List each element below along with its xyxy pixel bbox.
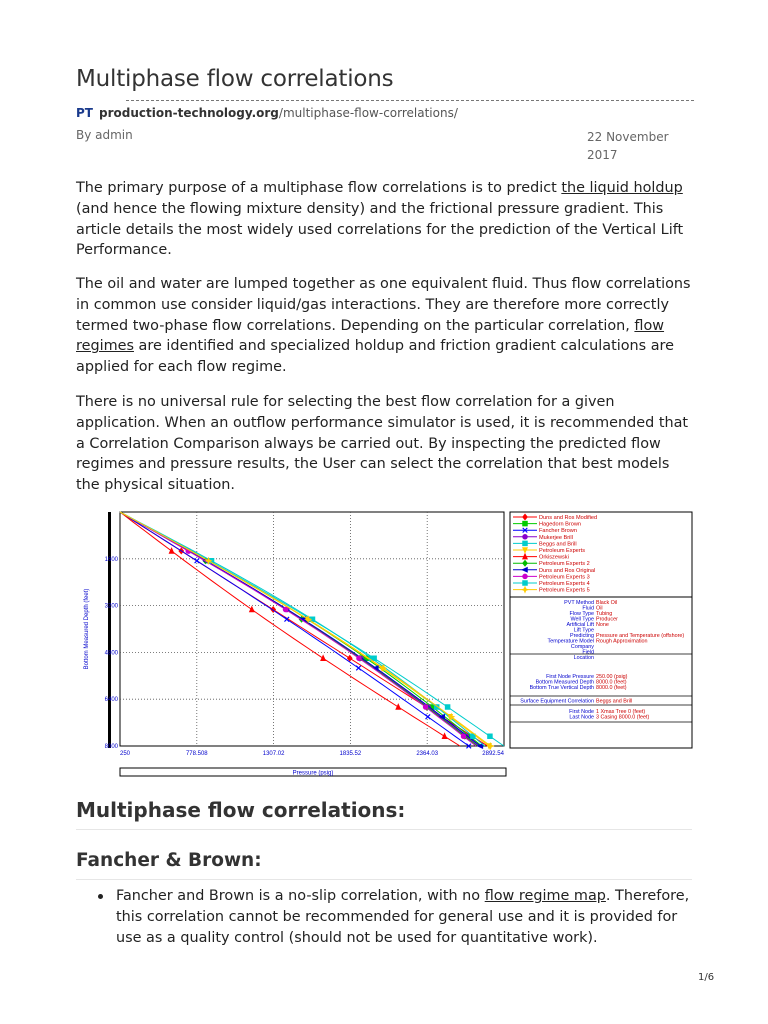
section-divider (76, 829, 692, 830)
axis-bar (108, 512, 111, 748)
info-row-label: Lift Type (573, 627, 594, 634)
author-byline: By admin (76, 128, 133, 142)
y-tick-label: 4800 (104, 650, 118, 657)
correlation-comparison-chart (84, 510, 692, 778)
page-number: 1/6 (698, 972, 715, 983)
flow-regime-map-link[interactable]: flow regime map (484, 888, 606, 904)
node-row-value: 250.00 (psig) (596, 674, 628, 680)
subsection-divider (76, 879, 692, 880)
info-row-value: Tubing (596, 611, 613, 617)
node-range-label: First Node (569, 709, 594, 715)
flow-regimes-link[interactable]: flow regimes (76, 317, 665, 355)
p2-text-a: The oil and water are lumped together as one equivalent fluid. Thus flow correlations in common use consider liquid/gas interactions. They are therefore more correctly termed two-phase flow correlations. Depending on the particular correlation, (76, 276, 691, 334)
date-line-1: 22 November (587, 130, 669, 144)
legend-entry: Beggs and Brill (539, 541, 577, 548)
legend-entry: Hagedorn Brown (539, 521, 581, 528)
surface-equipment-label: Surface Equipment Correlation (520, 698, 594, 705)
point-marker (523, 521, 528, 526)
node-row-label: Bottom True Vertical Depth (529, 685, 594, 692)
point-marker (283, 607, 288, 612)
point-marker (488, 734, 493, 739)
y-tick-label: 6400 (104, 697, 118, 704)
info-row-value: None (596, 622, 609, 628)
p1-text-b: (and hence the flowing mixture density) and the frictional pressure gradient. This article details the most widely used correlations for the prediction of the Vertical Lift Performance. (76, 200, 684, 259)
intro-paragraph (76, 178, 694, 261)
publish-date (587, 128, 677, 164)
selection-paragraph: There is no universal rule for selecting the best flow correlation for a given application. When an outflow performance simulator is used, it is recommended that a Correlation Comparison always be carried out. By inspecting the predicted flow regimes and pressure results, the User can select the correlation that best models the physical situation. (76, 394, 689, 494)
chart-svg (84, 510, 692, 778)
node-row-label: Bottom Measured Depth (535, 679, 594, 686)
section-heading: Multiphase flow correlations: (76, 798, 406, 822)
fancher-brown-list (76, 886, 694, 948)
info-row-label: Predicting (570, 633, 594, 639)
legend-entry: Petroleum Experts 2 (539, 561, 590, 568)
bullet-text-b: . Therefore, this correlation cannot be recommended for general use and it is provided for use as a quality control (should not be used for quantitative work). (116, 888, 690, 946)
info-row-label: PVT Method (564, 600, 594, 606)
x-axis-label: Pressure (psig) (292, 770, 334, 777)
list-item (76, 886, 694, 948)
info-row-value: Rough Approximation (596, 638, 648, 645)
legend-entry: Petroleum Experts 3 (539, 574, 590, 581)
info-row-label: Location (573, 655, 594, 661)
fluid-paragraph (76, 274, 694, 378)
info-row-label: Well Type (570, 616, 594, 623)
point-marker (445, 705, 450, 710)
info-row-value: Oil (596, 605, 603, 612)
y-tick-label: 1600 (104, 556, 118, 563)
info-row-label: Fluid (582, 605, 594, 612)
point-marker (523, 535, 528, 540)
legend-entry: Mukerjee Brill (539, 534, 573, 541)
legend-entry: Petroleum Experts (539, 548, 586, 554)
point-marker (523, 574, 528, 579)
source-path: /multiphase-flow-correlations/ (278, 106, 458, 120)
info-row-value: Producer (596, 616, 618, 623)
node-row-value: 8000.0 (feet) (596, 679, 627, 686)
surface-equipment-value: Beggs and Brill (596, 698, 633, 705)
p1-text-a: The primary purpose of a multiphase flow correlations is to predict (76, 180, 562, 196)
y-tick-label: 3200 (104, 603, 118, 610)
node-row-label: First Node Pressure (546, 674, 594, 680)
plot-frame (120, 512, 504, 746)
point-marker (523, 541, 528, 546)
info-row-label: Field (582, 649, 594, 656)
info-row-label: Company (570, 644, 594, 650)
legend-entry: Petroleum Experts 5 (539, 587, 590, 594)
date-line-2: 2017 (587, 148, 618, 162)
y-tick-label: 8000 (104, 744, 118, 750)
node-range-value: 3 Casing 8000.0 (feet) (596, 714, 650, 721)
point-marker (523, 581, 528, 586)
source-line (76, 106, 458, 120)
source-domain: production-technology.org (98, 106, 279, 120)
liquid-holdup-link[interactable]: the liquid holdup (561, 180, 683, 196)
legend-box (510, 512, 692, 597)
bullet-text-a: Fancher and Brown is a no-slip correlation, with no (116, 888, 485, 904)
info-row-label: Flow Type (569, 611, 594, 617)
node-range-label: Last Node (569, 714, 594, 721)
info-row-label: Artificial Lift (566, 622, 594, 628)
legend-entry: Duns and Ros Original (539, 567, 596, 574)
subsection-heading: Fancher & Brown: (76, 850, 262, 871)
y-axis-label: Bottom Measured Depth (feet) (84, 588, 90, 670)
site-logo-icon: PT (76, 106, 93, 120)
title-divider (126, 100, 694, 101)
legend-entry: Fancher Brown (539, 528, 577, 535)
info-row-value: Pressure and Temperature (offshore) (596, 633, 685, 639)
x-tick-label: 1307.02 (262, 751, 285, 757)
legend-entry: Duns and Ros Modified (539, 515, 598, 521)
node-range-value: 1 Xmas Tree 0 (feet) (596, 709, 646, 715)
p2-text-b: are identified and specialized holdup and friction gradient calculations are applied for each flow regime. (76, 338, 674, 376)
info-row-label: Temperature Model (547, 638, 594, 645)
x-tick-label: 778.508 (185, 751, 208, 757)
legend-entry: Petroleum Experts 4 (539, 581, 590, 587)
legend-entry: Orkiszewski (539, 554, 569, 561)
point-marker (423, 705, 428, 710)
x-tick-label: 1835.52 (339, 751, 362, 757)
x-tick-label: 2364.03 (416, 751, 439, 757)
info-row-value: Black Oil (596, 600, 618, 606)
x-tick-label: 250 (120, 751, 131, 757)
page-title: Multiphase flow correlations (76, 66, 394, 92)
point-marker (357, 656, 362, 661)
source-link[interactable] (99, 106, 458, 120)
node-row-value: 8000.0 (feet) (596, 685, 627, 692)
point-marker (461, 734, 466, 739)
x-tick-label: 2892.54 (482, 751, 504, 757)
